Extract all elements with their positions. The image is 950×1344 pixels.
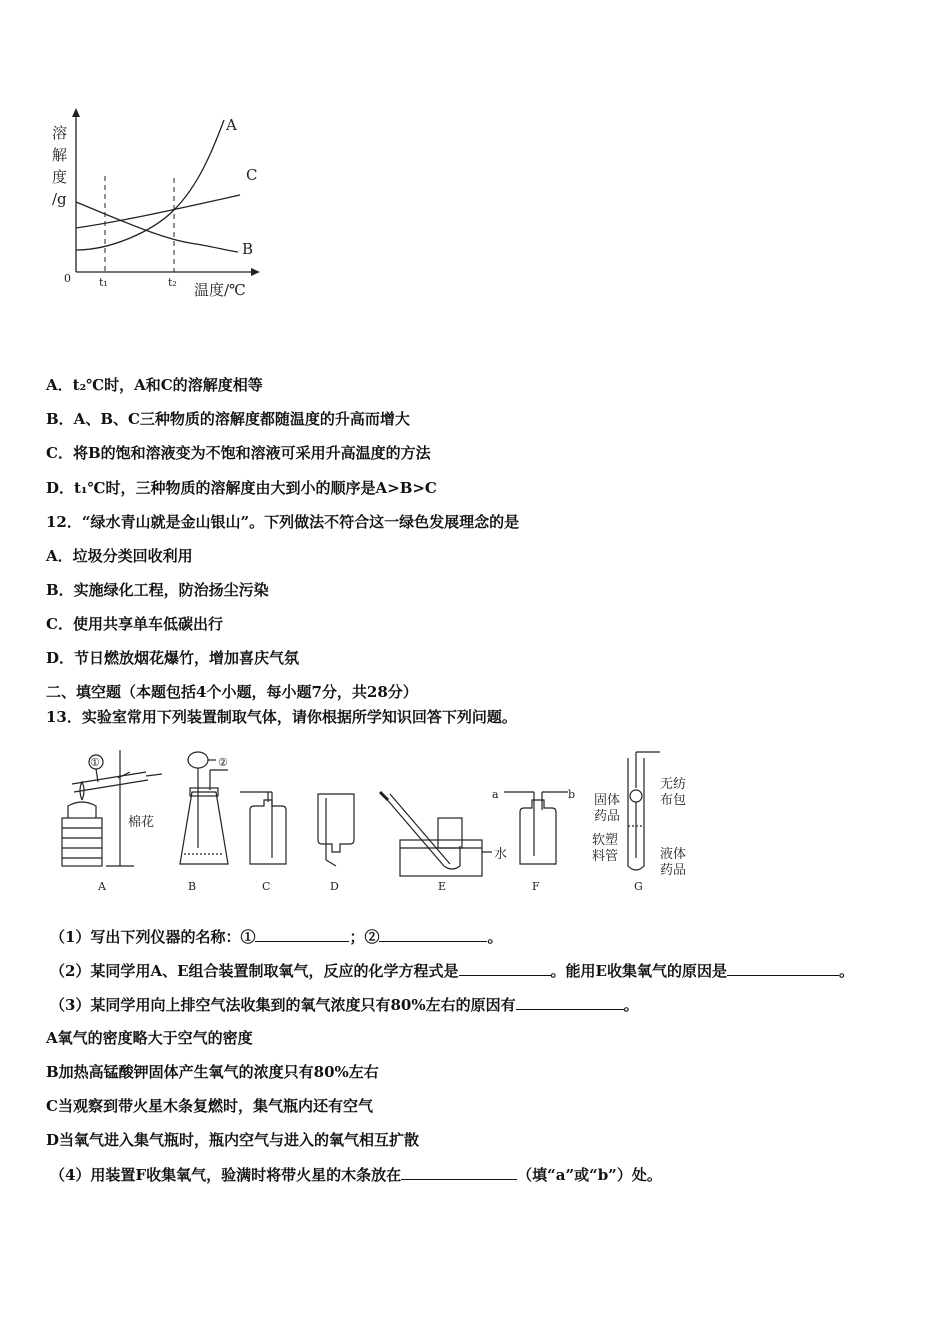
sub4-text-b: （填“a”或“b”）处。	[517, 1166, 662, 1184]
q13-sub3	[50, 994, 639, 1015]
answer-blank-6[interactable]	[401, 1164, 517, 1180]
liquid-label-2: 药品	[660, 863, 687, 878]
q13-option-a: A氧气的密度略大于空气的密度	[46, 1029, 253, 1047]
solid-label-1: 固体	[594, 793, 621, 808]
q13-sub2	[50, 960, 854, 981]
q12-option-a: A．垃圾分类回收利用	[46, 547, 193, 565]
answer-blank-3[interactable]	[459, 960, 551, 976]
section-2-heading: 二、填空题（本题包括4个小题，每小题7分，共28分）	[46, 683, 418, 701]
q11-option-a: A．t₂℃时，A和C的溶解度相等	[46, 376, 263, 394]
q12-stem: 12．“绿水青山就是金山银山”。下列做法不符合这一绿色发展理念的是	[46, 513, 520, 531]
label-g: G	[634, 880, 643, 893]
port-a-label: a	[492, 788, 499, 801]
apparatus-figure	[50, 748, 710, 896]
answer-blank-2[interactable]	[379, 926, 487, 942]
label-b: B	[188, 880, 197, 893]
sub2-text-a: （2）某同学用A、E组合装置制取氧气，反应的化学方程式是	[50, 962, 459, 980]
curve-a-label: A	[226, 116, 237, 134]
tube-label-2: 料管	[592, 849, 619, 864]
q12-option-c: C．使用共享单车低碳出行	[46, 615, 223, 633]
curve-a	[76, 120, 224, 250]
ylabel-char-2: 解	[52, 146, 68, 164]
q13-stem: 13．实验室常用下列装置制取气体，请你根据所学知识回答下列问题。	[46, 708, 517, 726]
q13-option-d: D当氧气进入集气瓶时，瓶内空气与进入的氧气相互扩散	[46, 1131, 420, 1149]
origin-label: 0	[64, 272, 71, 285]
sub1-text-a: （1）写出下列仪器的名称：①	[50, 928, 256, 946]
t2-label: t₂	[168, 276, 177, 289]
sub4-text-a: （4）用装置F收集氧气，验满时将带火星的木条放在	[50, 1166, 402, 1184]
y-axis-arrow	[72, 108, 80, 117]
sub3-text-a: （3）某同学用向上排空气法收集到的氧气浓度只有80%左右的原因有	[50, 996, 516, 1014]
apparatus-f	[504, 792, 568, 864]
cloth-label-1: 无纺	[660, 777, 687, 792]
apparatus-d	[318, 794, 354, 866]
apparatus-e	[384, 794, 492, 876]
tube-label-1: 软塑	[592, 833, 619, 848]
q12-option-d: D．节日燃放烟花爆竹，增加喜庆气氛	[46, 649, 300, 667]
answer-blank-4[interactable]	[727, 960, 839, 976]
water-label: 水	[494, 847, 508, 862]
sub2-text-b: 。能用E收集氧气的原因是	[550, 962, 727, 980]
q11-option-d: D．t₁℃时，三种物质的溶解度由大到小的顺序是A>B>C	[46, 479, 437, 497]
port-b-label: b	[568, 788, 576, 801]
q13-sub1	[50, 926, 502, 947]
cloth-label-2: 布包	[660, 793, 687, 808]
t1-label: t₁	[99, 276, 108, 289]
q12-option-b: B．实施绿化工程，防治扬尘污染	[46, 581, 269, 599]
solid-label-2: 药品	[594, 809, 621, 824]
apparatus-g	[628, 752, 660, 870]
apparatus-c	[240, 792, 286, 864]
q13-sub4	[50, 1164, 662, 1185]
label-e: E	[438, 880, 447, 893]
answer-blank-1[interactable]	[255, 926, 349, 942]
answer-blank-5[interactable]	[516, 994, 624, 1010]
cotton-label: 棉花	[128, 815, 155, 830]
sub3-text-b: 。	[623, 996, 639, 1014]
curve-b	[76, 202, 238, 252]
label-d: D	[330, 880, 339, 893]
x-axis-arrow	[251, 268, 260, 276]
sub1-text-b: ；②	[349, 928, 380, 946]
liquid-label-1: 液体	[660, 847, 687, 862]
curve-c-label: C	[246, 166, 258, 184]
mark-2: ②	[218, 756, 228, 769]
solubility-graph	[40, 100, 270, 310]
label-a: A	[98, 880, 106, 893]
tube-end	[380, 792, 388, 800]
label-f: F	[532, 880, 540, 893]
ylabel-char-3: 度	[52, 168, 68, 186]
mark-1: ①	[90, 756, 100, 769]
q11-option-b: B．A、B、C三种物质的溶解度都随温度的升高而增大	[46, 410, 410, 428]
xlabel: 温度/℃	[194, 281, 246, 299]
label-c: C	[262, 880, 271, 893]
sub1-text-c: 。	[487, 928, 503, 946]
apparatus-a	[62, 750, 162, 866]
q13-option-b: B加热高锰酸钾固体产生氧气的浓度只有80%左右	[46, 1063, 379, 1081]
sub2-text-c: 。	[838, 962, 854, 980]
ylabel-char-4: /g	[52, 190, 67, 208]
ylabel-char-1: 溶	[52, 124, 68, 142]
curve-b-label: B	[242, 240, 254, 258]
q11-option-c: C．将B的饱和溶液变为不饱和溶液可采用升高温度的方法	[46, 444, 431, 462]
q13-option-c: C当观察到带火星木条复燃时，集气瓶内还有空气	[46, 1097, 373, 1115]
